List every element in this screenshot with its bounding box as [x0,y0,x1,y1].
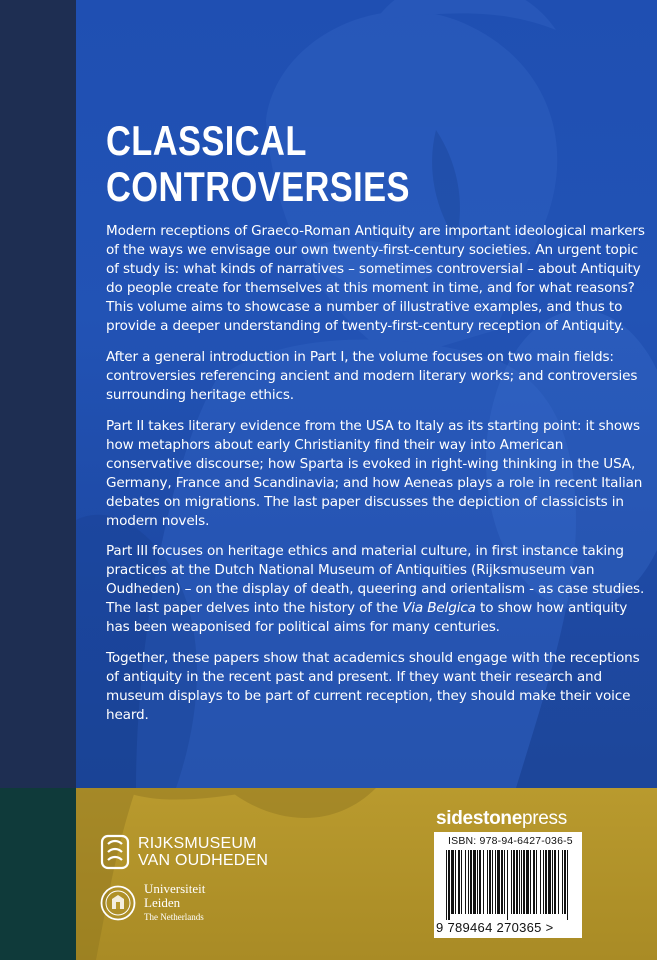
blurb [106,222,646,737]
rmo-name [138,835,268,869]
rmo-monogram-icon [100,834,130,870]
rmo-line-1: RIJKSMUSEUM [138,835,257,852]
p4-text-after: to show how antiquity has been weaponised for political aims for many centuries. [106,600,628,635]
rmo-logo [100,834,268,870]
blurb-paragraph-4 [106,542,646,637]
publisher-bold: sidestone [436,808,522,829]
spine-top [0,0,76,788]
publisher-regular: press [522,808,567,829]
leiden-line-3: The Netherlands [144,912,204,922]
leiden-name [144,882,205,923]
leiden-line-1: Universiteit [144,881,206,896]
leiden-seal-icon [100,885,136,921]
leiden-line-2: Leiden [144,895,181,910]
blurb-paragraph-5: Together, these papers show that academics should engage with the receptions of antiquity in the recent past and present. If they want their research and museum displays to be part of current reception, they should make their voice heard. [106,650,640,723]
title-line-1: CLASSICAL [106,117,307,164]
p4-text-before: Part III focuses on heritage ethics and material culture, in first instance taking practices at the Dutch National Museum of Antiquities (Rijksmuseum van Oudheden) – on the display of death, queering and orientalism - as case studies. The last paper delves into the history of the [106,543,645,616]
p4-italic: Via Belgica [402,600,476,616]
barcode-icon [444,850,572,920]
barcode-box [434,832,582,938]
blurb-paragraph-3: Part II takes literary evidence from the USA to Italy as its starting point: it shows how metaphors about early Christianity find their way into American conservative discourse; how Sparta is evoked in right-wing thinking in the USA, Germany, France and Scandinavia; and how Aeneas plays a role in recent Italian debates on migrations. The last paper discusses the depiction of classicists in modern novels. [106,418,643,529]
spine-bottom [0,788,76,960]
isbn-label: ISBN: 978-94-6427-036-5 [448,835,573,847]
blurb-paragraph-1: Modern receptions of Graeco-Roman Antiquity are important ideological markers of the ways we envisage our own twenty-first-century societies. An urgent topic of study is: what kinds of narratives – sometimes controversial – about Antiquity do people create for themselves at this moment in time, and for what reasons? This volume aims to showcase a number of illustrative examples, and thus to provide a deeper understanding of twenty-first-century reception of Antiquity. [106,223,645,334]
rmo-line-2: VAN OUDHEDEN [138,852,269,869]
blurb-paragraph-2: After a general introduction in Part I, the volume focuses on two main fields: controversies referencing ancient and modern literary works; and controversies surrounding heritage ethics. [106,349,638,403]
book-title [106,118,410,210]
title-line-2: CONTROVERSIES [106,163,410,210]
barcode-digits: 9 789464 270365 > [436,920,554,935]
leiden-logo [100,882,205,923]
publisher-logo [436,808,567,830]
